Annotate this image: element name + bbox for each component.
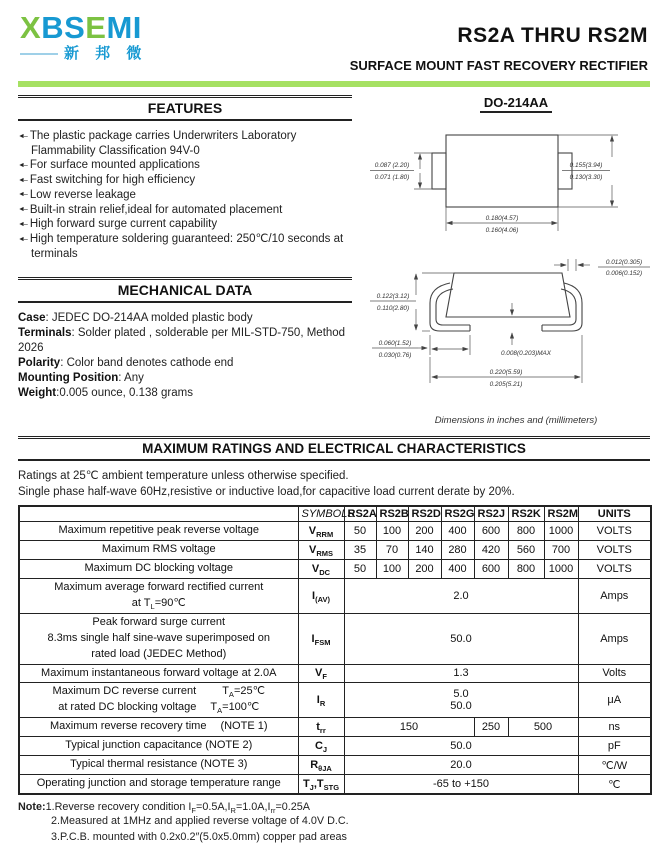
mech-line: Terminals: Solder plated , solderable per MIL-STD-750, Method 2026 (18, 327, 346, 355)
svg-text:0.220(5.59): 0.220(5.59) (489, 369, 523, 376)
row-vdc: Maximum DC blocking voltage $V_{DC}$ 50 100 200 400 600 800 1000 VOLTS (19, 559, 651, 578)
ratings-heading: MAXIMUM RATINGS AND ELECTRICAL CHARACTERISTICS (18, 436, 650, 461)
note-1: Note:1.Reverse recovery condition $I_F=0.5A,I_R=1.0A,I_{rr}=0.25A$ (18, 801, 310, 816)
features-heading: FEATURES (18, 95, 352, 121)
svg-text:0.030(0.76): 0.030(0.76) (378, 352, 412, 359)
svg-text:0.130(3.30): 0.130(3.30) (569, 174, 603, 181)
col-rs2g: RS2G (441, 506, 474, 522)
svg-text:0.160(4.06): 0.160(4.06) (485, 227, 519, 234)
mechanical-heading: MECHANICAL DATA (18, 277, 352, 303)
row-trr: Maximum reverse recovery time (NOTE 1) $t_{rr}$ 150 250 500 ns (19, 718, 651, 737)
brand-name: XBSEMI (20, 10, 142, 45)
feature-item: ◄– Built-in strain relief,ideal for automated placement (18, 203, 352, 218)
mech-line: Weight:0.005 ounce, 0.138 grams (18, 387, 193, 400)
brand-chinese: 新 邦 微 (20, 46, 147, 61)
mech-line: Polarity: Color band denotes cathode end (18, 357, 234, 370)
col-units: UNITS (578, 506, 651, 522)
note-3: 3.P.C.B. mounted with 0.2x0.2″(5.0x5.0mm) copper pad areas (51, 831, 347, 844)
part-range-title: RS2A THRU RS2M (457, 24, 648, 47)
col-rs2b: RS2B (376, 506, 408, 522)
row-cj: Typical junction capacitance (NOTE 2) $C_J$ 50.0 pF (19, 737, 651, 756)
package-column (352, 95, 666, 426)
row-ir: Maximum DC reverse current $T_A=25℃$ at rated DC blocking voltage $T_A=100℃$ $I_R$ 5.0 50.0 μA (19, 683, 651, 718)
col-rs2j: RS2J (474, 506, 508, 522)
feature-item: ◄– High forward surge current capability (18, 217, 352, 232)
feature-item: ◄– High temperature soldering guaranteed: 250℃/10 seconds at terminals (18, 232, 352, 261)
pkg-body-profile (446, 273, 570, 317)
pkg-body (446, 135, 558, 207)
col-rs2d: RS2D (408, 506, 441, 522)
svg-text:0.006(0.152): 0.006(0.152) (605, 270, 643, 277)
note-2: 2.Measured at 1MHz and applied reverse voltage of 4.0V D.C. (51, 815, 349, 828)
col-rs2a: RS2A (344, 506, 376, 522)
pkg-right-tab (558, 153, 572, 189)
mech-line: Mounting Position: Any (18, 372, 144, 385)
package-side-view-drawing (366, 257, 666, 409)
logo-rule (20, 53, 58, 55)
brand-logo (20, 12, 147, 61)
svg-text:0.071 (1.80): 0.071 (1.80) (374, 174, 410, 181)
title-block (350, 12, 648, 73)
row-vf: Maximum instantaneous forward voltage at 2.0A $V_F$ 1.3 Volts (19, 664, 651, 683)
row-vrrm: Maximum repetitive peak reverse voltage $V_{RRM}$ 50 100 200 400 600 800 1000 VOLTS (19, 522, 651, 541)
svg-text:0.008(0.203)MAX: 0.008(0.203)MAX (500, 350, 552, 357)
ratings-table (18, 505, 652, 795)
svg-text:0.205(5.21): 0.205(5.21) (489, 381, 523, 388)
row-vrms: Maximum RMS voltage $V_{RMS}$ 35 70 140 280 420 560 700 VOLTS (19, 540, 651, 559)
ratings-intro-1: Ratings at 25℃ ambient temperature unless otherwise specified. (18, 470, 349, 482)
svg-text:0.060(1.52): 0.060(1.52) (378, 340, 412, 347)
svg-text:0.180(4.57): 0.180(4.57) (485, 215, 519, 222)
feature-item: ◄– Fast switching for high efficiency (18, 173, 352, 188)
col-rs2k: RS2K (508, 506, 544, 522)
notes-block (18, 800, 668, 844)
feature-item: ◄– Low reverse leakage (18, 188, 352, 203)
pkg-left-tab (432, 153, 446, 189)
svg-text:0.110(2.80): 0.110(2.80) (376, 305, 410, 312)
ratings-intro-2: Single phase half-wave 60Hz,resistive or inductive load,for capacitive load current derate by 20%. (18, 486, 515, 498)
col-rs2m: RS2M (544, 506, 578, 522)
page-subtitle: SURFACE MOUNT FAST RECOVERY RECTIFIER (349, 58, 648, 73)
row-ifsm: Peak forward surge current 8.3ms single half sine-wave superimposed on rated load (JEDEC Method) $I_{FSM}$ 50.0 Amps (19, 613, 651, 664)
package-name: DO-214AA (480, 95, 552, 113)
feature-item: ◄– The plastic package carries Underwriters Laboratory Flammability Classification 94V-0 (18, 129, 352, 158)
svg-text:0.122(3.12): 0.122(3.12) (376, 293, 410, 300)
package-top-view-drawing (366, 117, 666, 253)
page-header (0, 0, 668, 73)
table-header-row (19, 506, 651, 522)
row-iav: Maximum average forward rectified current at $T_L=90℃$ $I_{(AV)}$ 2.0 Amps (19, 578, 651, 613)
feature-item: ◄– For surface mounted applications (18, 158, 352, 173)
left-column (18, 95, 352, 426)
upper-columns (0, 87, 668, 426)
svg-text:0.087 (2.20): 0.087 (2.20) (374, 162, 410, 169)
mechanical-data (18, 311, 352, 401)
row-tj-tstg: Operating junction and storage temperature range $T_J,T_{STG}$ -65 to +150 ℃ (19, 775, 651, 794)
empty-header-cell (19, 506, 298, 522)
svg-text:0.012(0.305): 0.012(0.305) (605, 259, 643, 266)
mech-line: Case: JEDEC DO-214AA molded plastic body (18, 312, 253, 325)
col-symbols: SYMBOLS (298, 506, 344, 522)
dimension-caption: Dimensions in inches and (millimeters) (434, 415, 598, 426)
row-rthja: Typical thermal resistance (NOTE 3) $R_{\theta JA}$ 20.0 ℃/W (19, 756, 651, 775)
svg-text:0.155(3.94): 0.155(3.94) (569, 162, 603, 169)
features-list (18, 129, 352, 261)
